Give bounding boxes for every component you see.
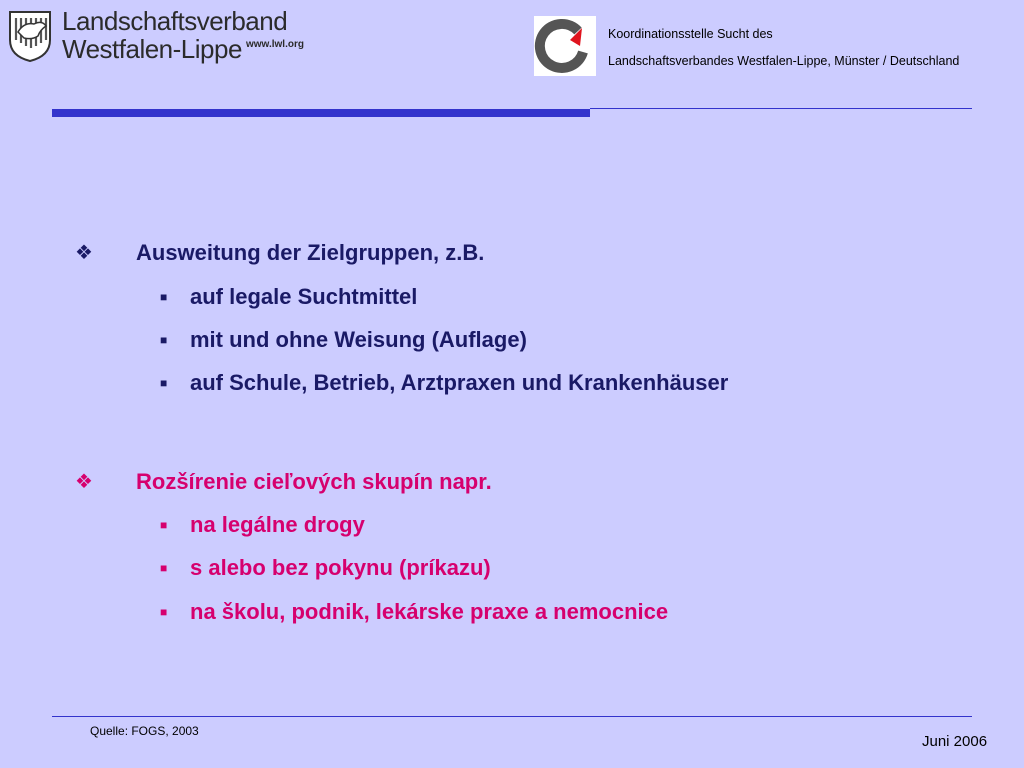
list-item-text: na školu, podnik, lekárske praxe a nemocnice <box>190 599 669 624</box>
date-label: Juni 2006 <box>922 733 988 750</box>
org-name-line2: Westfalen-Lippe <box>62 34 242 64</box>
german-heading <box>74 240 774 266</box>
header-rule-thick <box>52 109 590 117</box>
slovak-heading-text: Rozšírenie cieľových skupín napr. <box>136 469 492 494</box>
list-item <box>160 555 860 581</box>
list-item-text: s alebo bez pokynu (príkazu) <box>190 555 491 580</box>
header-rule-thin <box>590 108 972 109</box>
list-item <box>160 284 860 310</box>
horse-emblem-icon <box>8 10 52 62</box>
diamond-bullet-icon: ❖ <box>75 242 93 264</box>
footer-rule <box>52 716 972 717</box>
header-info-line1: Koordinationsstelle Sucht des <box>608 27 773 41</box>
org-url: www.lwl.org <box>246 39 304 50</box>
square-bullet-icon: ■ <box>160 561 168 575</box>
lwl-logo <box>8 8 308 66</box>
circle-arrow-logo-icon <box>534 16 596 76</box>
list-item-text: auf legale Suchtmittel <box>190 284 418 309</box>
list-item <box>160 599 860 625</box>
slovak-heading <box>74 469 774 495</box>
org-name-line1: Landschaftsverband <box>62 6 288 36</box>
list-item <box>160 370 860 396</box>
square-bullet-icon: ■ <box>160 518 168 532</box>
list-item-text: auf Schule, Betrieb, Arztpraxen und Krankenhäuser <box>190 370 729 395</box>
list-item <box>160 327 860 353</box>
german-heading-text: Ausweitung der Zielgruppen, z.B. <box>136 240 485 265</box>
list-item-text: na legálne drogy <box>190 512 365 537</box>
header-info-line2: Landschaftsverbandes Westfalen-Lippe, Münster / Deutschland <box>608 54 960 68</box>
square-bullet-icon: ■ <box>160 376 168 390</box>
source-citation: Quelle: FOGS, 2003 <box>90 724 199 738</box>
list-item <box>160 512 860 538</box>
list-item-text: mit und ohne Weisung (Auflage) <box>190 327 527 352</box>
square-bullet-icon: ■ <box>160 290 168 304</box>
square-bullet-icon: ■ <box>160 605 168 619</box>
square-bullet-icon: ■ <box>160 333 168 347</box>
diamond-bullet-icon: ❖ <box>75 471 93 493</box>
